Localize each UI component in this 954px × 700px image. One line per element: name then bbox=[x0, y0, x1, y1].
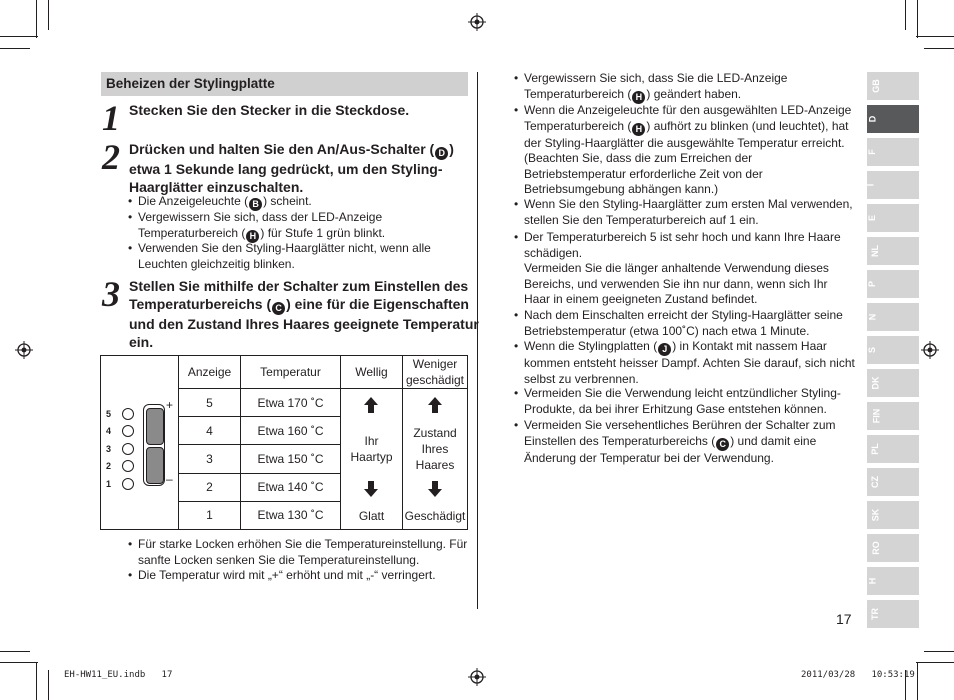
language-tab-nl[interactable]: NL bbox=[867, 237, 919, 265]
minus-symbol: – bbox=[166, 471, 173, 486]
bullet-item: • Die Temperatur wird mit „+“ erhöht und mit „-“ verringert. bbox=[128, 568, 436, 582]
temperature-switch bbox=[143, 404, 165, 486]
registration-mark-icon bbox=[468, 668, 486, 686]
bullet-item: • Verwenden Sie den Styling-Haarglätter nicht, wenn alle Leuchten gleichzeitig blinken. bbox=[128, 241, 431, 271]
level-label: 4 bbox=[106, 426, 112, 436]
section-heading: Beheizen der Stylingplatte bbox=[101, 72, 468, 96]
crop-mark bbox=[916, 36, 954, 37]
crop-mark bbox=[36, 662, 37, 700]
step-3-text: Stellen Sie mithilfe der Schalter zum Einstellen des Temperaturbereichs ( C ) eine für die Eigenschaften und den Zustand Ihres Haares geeignete Temperatur ein. bbox=[129, 278, 479, 350]
bullet-item: • Vermeiden Sie die Verwendung leicht entzündlicher Styling- Produkte, da bei ihrer Erhitzung Gase entstehen können. bbox=[514, 386, 841, 416]
arrow-up-icon bbox=[364, 397, 378, 413]
reference-c-icon: C bbox=[716, 438, 729, 451]
step-1-text: Stecken Sie den Stecker in die Steckdose. bbox=[129, 102, 410, 118]
table-cell: 2 bbox=[179, 473, 241, 501]
led-indicator bbox=[122, 425, 134, 437]
table-cell: Etwa 170 ˚C bbox=[241, 389, 341, 417]
level-label: 3 bbox=[106, 443, 112, 454]
registration-mark-icon bbox=[468, 13, 486, 31]
crop-mark bbox=[0, 651, 30, 652]
bullet-item: • Die Anzeigeleuchte ( B ) scheint. bbox=[128, 194, 312, 209]
language-tab-fin[interactable]: FIN bbox=[867, 402, 919, 430]
language-tab-h[interactable]: H bbox=[867, 567, 919, 595]
temperature-table bbox=[100, 355, 468, 530]
level-label: 2 bbox=[106, 461, 112, 471]
step-number: 2 bbox=[102, 137, 120, 177]
table-cell: Etwa 150 ˚C bbox=[241, 445, 341, 473]
bullet-item: • Für starke Locken erhöhen Sie die Temperatureinstellung. Für sanfte Locken senken Sie die Temperatureinstellung. bbox=[128, 537, 468, 567]
language-tab-sk[interactable]: SK bbox=[867, 501, 919, 529]
reference-j-icon: J bbox=[658, 343, 671, 356]
bullet-item: • Wenn die Stylingplatten ( J ) in Kontakt mit nassem Haar kommen entsteht heisser Dampf. Achten Sie darauf, sich nicht selbst zu verbrennen. bbox=[514, 339, 855, 386]
language-tab-tr[interactable]: TR bbox=[867, 600, 919, 628]
crop-mark bbox=[924, 48, 954, 49]
crop-mark bbox=[905, 0, 906, 30]
language-tab-e[interactable]: E bbox=[867, 204, 919, 232]
crop-mark bbox=[916, 662, 954, 663]
language-tab-p[interactable]: P bbox=[867, 270, 919, 298]
led-indicator bbox=[122, 478, 134, 490]
minus-button bbox=[146, 447, 164, 484]
table-cell: Etwa 160 ˚C bbox=[241, 417, 341, 445]
reference-h-icon: H bbox=[246, 230, 259, 243]
table-header: Anzeige bbox=[179, 356, 241, 389]
led-indicator bbox=[122, 460, 134, 472]
reference-d-icon: D bbox=[435, 147, 448, 160]
table-header: Weniger geschädigt bbox=[403, 356, 468, 389]
bullet-item: • Nach dem Einschalten erreicht der Styling-Haarglätter seine Betriebstemperatur (etwa 100˚C) nach etwa 1 Minute. bbox=[514, 308, 843, 338]
language-tab-s[interactable]: S bbox=[867, 336, 919, 364]
bullet-item: • Der Temperaturbereich 5 ist sehr hoch und kann Ihre Haare schädigen. Vermeiden Sie die länger anhaltende Verwendung dieses Bereichs, und verwenden Sie ihn nur dann, wenn sich Ihr Haar in einem geeigneten Zustand befindet. bbox=[514, 230, 841, 307]
step-number: 1 bbox=[102, 98, 120, 138]
language-tab-d[interactable]: D bbox=[867, 105, 919, 133]
language-tab-f[interactable]: F bbox=[867, 138, 919, 166]
step-number: 3 bbox=[102, 274, 120, 314]
reference-b-icon: B bbox=[249, 198, 262, 211]
table-cell: 1 bbox=[179, 501, 241, 529]
step-2-text: Drücken und halten Sie den An/Aus-Schalter ( D ) etwa 1 Sekunde lang gedrückt, um den Styling- Haarglätter einzuschalten. bbox=[129, 141, 454, 195]
crop-mark bbox=[917, 0, 918, 38]
footer-datetime: 2011/03/28 10:53:19 bbox=[801, 670, 915, 680]
level-label: 1 bbox=[106, 478, 112, 489]
level-label: 5 bbox=[106, 408, 112, 419]
table-cell: 5 bbox=[179, 389, 241, 417]
arrow-down-icon bbox=[364, 481, 378, 497]
table-cell: 4 bbox=[179, 417, 241, 445]
language-tab-ro[interactable]: RO bbox=[867, 534, 919, 562]
registration-mark-icon bbox=[921, 341, 939, 359]
table-header: Wellig bbox=[341, 356, 403, 389]
control-panel-illustration bbox=[101, 356, 179, 530]
hair-type-column: Ihr Haartyp Glatt bbox=[341, 389, 403, 530]
bullet-item: • Vergewissern Sie sich, dass Sie die LED-Anzeige Temperaturbereich ( H ) geändert haben. bbox=[514, 71, 788, 102]
language-tab-pl[interactable]: PL bbox=[867, 435, 919, 463]
table-cell: Etwa 140 ˚C bbox=[241, 473, 341, 501]
hair-condition-column: Zustand Ihres Haares Geschädigt bbox=[403, 389, 468, 530]
crop-mark bbox=[917, 662, 918, 700]
table-header: Temperatur bbox=[241, 356, 341, 389]
bullet-item: • Vergewissern Sie sich, dass der LED-Anzeige Temperaturbereich ( H ) für Stufe 1 grün blinkt. bbox=[128, 210, 386, 241]
crop-mark bbox=[0, 48, 30, 49]
language-tab-cz[interactable]: CZ bbox=[867, 468, 919, 496]
reference-c-icon: C bbox=[272, 302, 285, 315]
registration-mark-icon bbox=[15, 341, 33, 359]
led-indicator bbox=[122, 408, 134, 420]
led-indicator bbox=[122, 443, 134, 455]
crop-mark bbox=[48, 0, 49, 30]
plus-button bbox=[146, 408, 164, 445]
crop-mark bbox=[924, 651, 954, 652]
language-tab-i[interactable]: I bbox=[867, 171, 919, 199]
bullet-item: • Wenn Sie den Styling-Haarglätter zum ersten Mal verwenden, stellen Sie den Temperaturbereich auf 1 ein. bbox=[514, 197, 853, 227]
language-tab-n[interactable]: N bbox=[867, 303, 919, 331]
footer-file-info: EH-HW11_EU.indb 17 bbox=[64, 670, 173, 680]
crop-mark bbox=[36, 0, 37, 38]
crop-mark bbox=[0, 36, 38, 37]
language-tab-gb[interactable]: GB bbox=[867, 72, 919, 100]
arrow-up-icon bbox=[428, 397, 442, 413]
reference-h-icon: H bbox=[632, 91, 645, 104]
reference-h-icon: H bbox=[632, 123, 645, 136]
page-number: 17 bbox=[836, 611, 852, 627]
crop-mark bbox=[0, 662, 38, 663]
table-cell: Etwa 130 ˚C bbox=[241, 501, 341, 529]
bullet-item: • Wenn die Anzeigeleuchte für den ausgewählten LED-Anzeige Temperaturbereich ( H ) aufhört zu blinken (und leuchtet), hat der Styling-Haarglätter die ausgewählte Temperatur erreicht. (Beachten Sie, dass die zum Erreichen der Betriebstemperatur erforderliche Zeit von der Betriebsumgebung abhängen kann.) bbox=[514, 103, 852, 197]
table-cell: 3 bbox=[179, 445, 241, 473]
plus-symbol: + bbox=[166, 397, 174, 412]
arrow-down-icon bbox=[428, 481, 442, 497]
bullet-item: • Vermeiden Sie versehentliches Berühren der Schalter zum Einstellen des Temperaturbereichs ( C ) und damit eine Änderung der Temperatur bei der Verwendung. bbox=[514, 418, 836, 465]
language-tab-dk[interactable]: DK bbox=[867, 369, 919, 397]
crop-mark bbox=[48, 670, 49, 700]
